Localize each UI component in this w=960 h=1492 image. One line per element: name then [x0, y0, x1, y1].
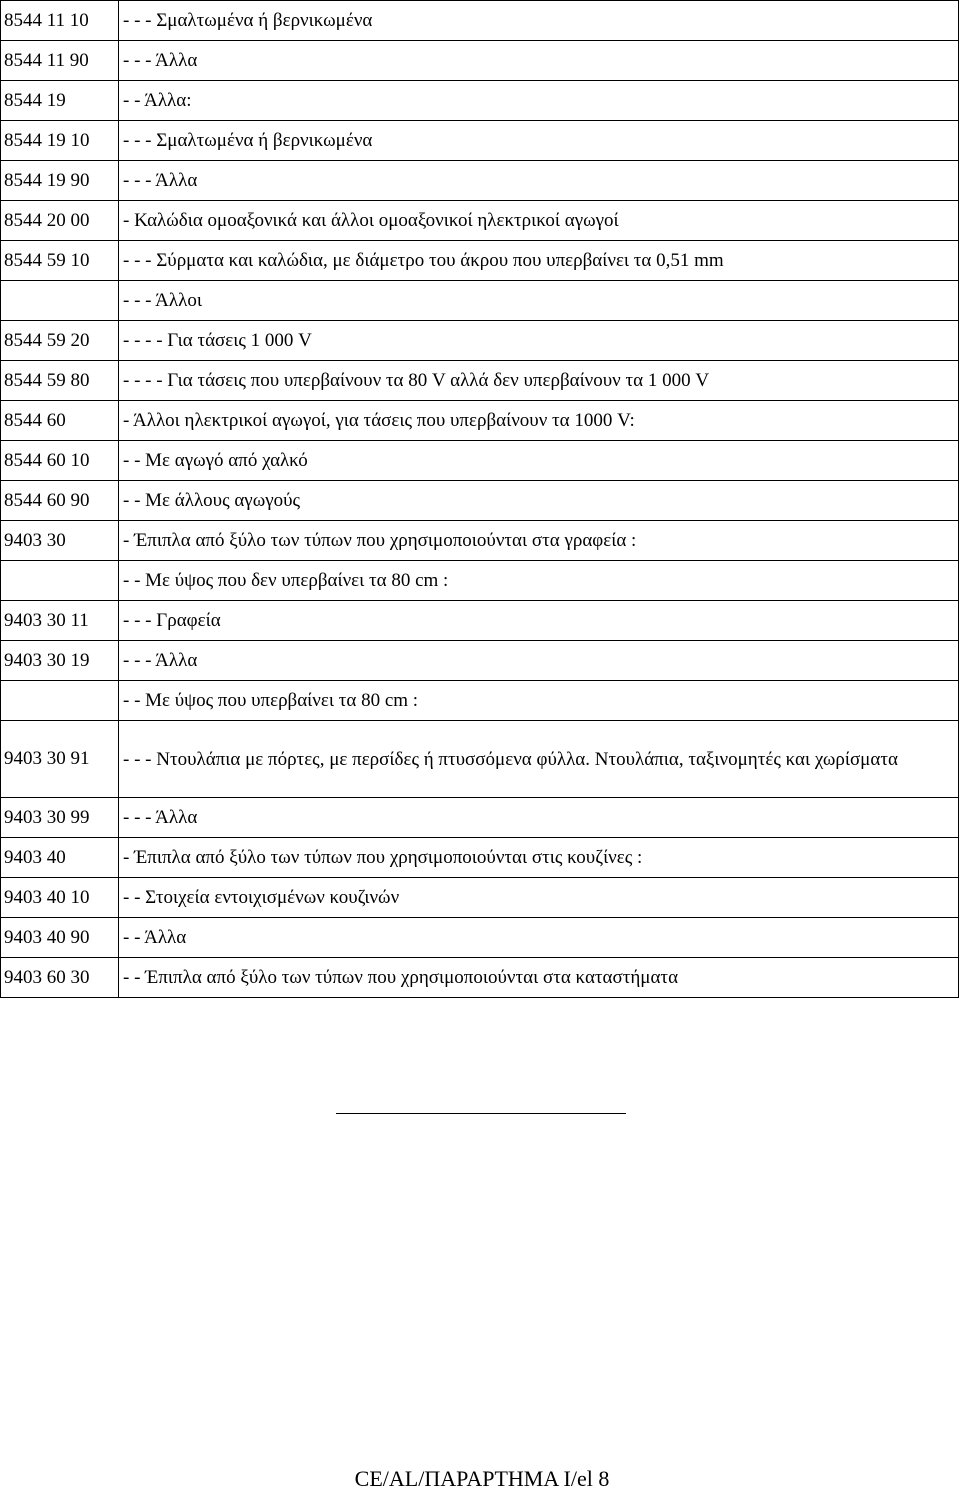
code-cell: 9403 60 30	[1, 958, 119, 998]
code-cell	[1, 681, 119, 721]
description-cell: - - Έπιπλα από ξύλο των τύπων που χρησιμοποιούνται στα καταστήματα	[119, 958, 959, 998]
code-cell: 9403 40	[1, 838, 119, 878]
table-row	[1, 481, 959, 521]
table-row	[1, 41, 959, 81]
code-cell: 8544 59 10	[1, 241, 119, 281]
table-row	[1, 361, 959, 401]
description-cell: - - Στοιχεία εντοιχισμένων κουζινών	[119, 878, 959, 918]
table-row	[1, 521, 959, 561]
code-cell	[1, 561, 119, 601]
description-cell: - Έπιπλα από ξύλο των τύπων που χρησιμοποιούνται στα γραφεία :	[119, 521, 959, 561]
table-row	[1, 201, 959, 241]
table-row	[1, 401, 959, 441]
code-cell: 8544 11 10	[1, 1, 119, 41]
separator-line	[336, 1113, 626, 1114]
description-cell: - - - Σμαλτωμένα ή βερνικωμένα	[119, 121, 959, 161]
code-cell: 8544 11 90	[1, 41, 119, 81]
code-cell: 9403 40 10	[1, 878, 119, 918]
description-cell: - - - Άλλα	[119, 41, 959, 81]
table-row	[1, 81, 959, 121]
code-cell: 9403 40 90	[1, 918, 119, 958]
description-cell: - - - Γραφεία	[119, 601, 959, 641]
description-cell: - Καλώδια ομοαξονικά και άλλοι ομοαξονικοί ηλεκτρικοί αγωγοί	[119, 201, 959, 241]
code-cell: 9403 30	[1, 521, 119, 561]
code-cell: 9403 30 91	[1, 721, 119, 798]
code-cell: 8544 20 00	[1, 201, 119, 241]
description-cell: - - - Άλλα	[119, 798, 959, 838]
description-cell: - - - Άλλα	[119, 641, 959, 681]
code-cell: 8544 60 10	[1, 441, 119, 481]
code-cell: 8544 19 10	[1, 121, 119, 161]
description-cell: - Έπιπλα από ξύλο των τύπων που χρησιμοποιούνται στις κουζίνες :	[119, 838, 959, 878]
table-row	[1, 561, 959, 601]
page-footer	[0, 1467, 960, 1491]
description-cell: - - Με αγωγό από χαλκό	[119, 441, 959, 481]
table-row	[1, 121, 959, 161]
description-cell: - - - Σύρματα και καλώδια, με διάμετρο του άκρου που υπερβαίνει τα 0,51 mm	[119, 241, 959, 281]
code-cell: 9403 30 99	[1, 798, 119, 838]
table-row	[1, 161, 959, 201]
description-cell: - - Με ύψος που δεν υπερβαίνει τα 80 cm :	[119, 561, 959, 601]
table-row	[1, 798, 959, 838]
table-row	[1, 441, 959, 481]
description-cell: - Άλλοι ηλεκτρικοί αγωγοί, για τάσεις που υπερβαίνουν τα 1000 V:	[119, 401, 959, 441]
table-row	[1, 878, 959, 918]
description-cell: - - Με ύψος που υπερβαίνει τα 80 cm :	[119, 681, 959, 721]
description-cell: - - - Σμαλτωμένα ή βερνικωμένα	[119, 1, 959, 41]
table-row	[1, 321, 959, 361]
code-cell: 8544 59 20	[1, 321, 119, 361]
table-row	[1, 838, 959, 878]
code-cell: 9403 30 11	[1, 601, 119, 641]
code-cell: 8544 19 90	[1, 161, 119, 201]
code-cell	[1, 281, 119, 321]
description-cell: - - - Άλλα	[119, 161, 959, 201]
description-cell: - - Άλλα:	[119, 81, 959, 121]
description-cell: - - - Ντουλάπια με πόρτες, με περσίδες ή πτυσσόμενα φύλλα. Ντουλάπια, ταξινομητές και χωρίσματα	[119, 721, 959, 798]
code-cell: 8544 60	[1, 401, 119, 441]
table-row	[1, 241, 959, 281]
code-cell: 8544 60 90	[1, 481, 119, 521]
description-cell: - - - - Για τάσεις 1 000 V	[119, 321, 959, 361]
description-cell: - - Με άλλους αγωγούς	[119, 481, 959, 521]
code-cell: 8544 59 80	[1, 361, 119, 401]
table-row	[1, 281, 959, 321]
description-cell: - - Άλλα	[119, 918, 959, 958]
code-cell: 8544 19	[1, 81, 119, 121]
table-row	[1, 681, 959, 721]
table-row	[1, 601, 959, 641]
description-cell: - - - Άλλοι	[119, 281, 959, 321]
description-cell: - - - - Για τάσεις που υπερβαίνουν τα 80 V αλλά δεν υπερβαίνουν τα 1 000 V	[119, 361, 959, 401]
code-cell: 9403 30 19	[1, 641, 119, 681]
table-row	[1, 1, 959, 41]
table-row	[1, 918, 959, 958]
table-row	[1, 958, 959, 998]
table-row	[1, 721, 959, 798]
table-row	[1, 641, 959, 681]
footer-reference: CE/AL/ΠΑΡΑΡΤΗΜΑ I/el 8	[354, 1466, 610, 1491]
